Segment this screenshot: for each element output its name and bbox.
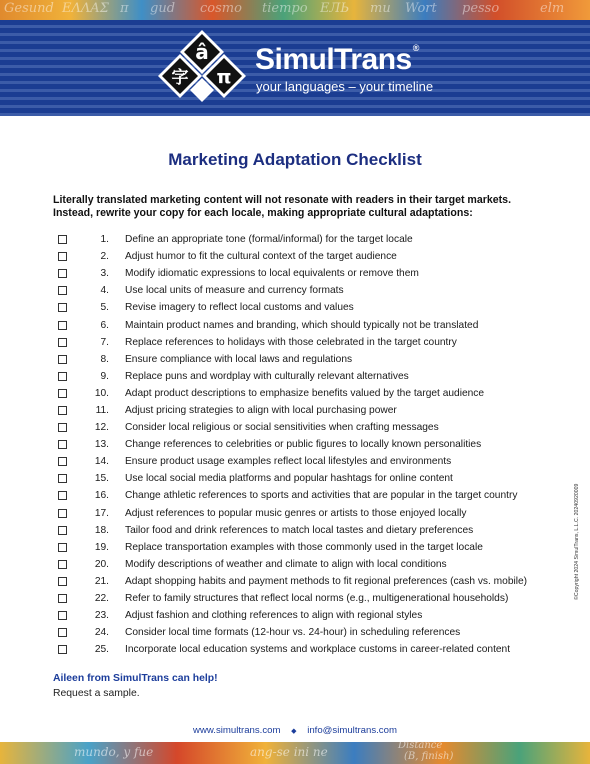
decor-word: gud (150, 1, 176, 16)
item-number: 2. (100, 251, 109, 263)
item-number: 9. (100, 370, 109, 382)
item-number: 15. (94, 473, 109, 485)
decor-word: ΕΛΛΑΣ (62, 1, 109, 16)
checklist-item (58, 573, 578, 590)
item-number: 20. (94, 558, 109, 570)
item-text: Refer to family structures that reflect local norms (e.g., multigenerational households) (125, 593, 509, 605)
checkbox[interactable] (58, 303, 67, 312)
item-text: Modify idiomatic expressions to local equivalents or remove them (125, 268, 419, 280)
item-text: Use local social media platforms and popular hashtags for online content (125, 473, 453, 485)
item-number: 16. (94, 490, 109, 502)
checklist-item (58, 641, 578, 658)
diamond-separator-icon: ◆ (291, 728, 297, 735)
item-text: Define an appropriate tone (formal/informal) for the target locale (125, 234, 413, 246)
checklist-item (58, 539, 578, 556)
help-offer: Aileen from SimulTrans can help! (53, 673, 218, 684)
decor-word: Gesund (4, 1, 54, 16)
decor-word: π (120, 1, 129, 16)
checkbox[interactable] (58, 389, 67, 398)
checklist-item (58, 402, 578, 419)
checkbox[interactable] (58, 560, 67, 569)
item-text: Tailor food and drink references to match local tastes and dietary preferences (125, 524, 474, 536)
item-number: 7. (100, 336, 109, 348)
checkbox[interactable] (58, 321, 67, 330)
item-number: 18. (94, 524, 109, 536)
logo-glyph-a: â (195, 40, 209, 64)
item-number: 25. (94, 644, 109, 656)
checkbox[interactable] (58, 440, 67, 449)
decor-word: (B, finish) (404, 751, 454, 762)
decor-word: mu (370, 1, 391, 16)
checkbox[interactable] (58, 474, 67, 483)
checklist-item (58, 299, 578, 316)
item-number: 8. (100, 353, 109, 365)
checklist-item (58, 334, 578, 351)
decor-word: mundo, y fue (74, 745, 154, 759)
checklist-item (58, 470, 578, 487)
checklist-item (58, 624, 578, 641)
email-link[interactable]: info@simultrans.com (307, 725, 397, 736)
item-text: Use local units of measure and currency formats (125, 285, 344, 297)
item-number: 3. (100, 268, 109, 280)
item-number: 6. (100, 319, 109, 331)
item-text: Adjust fashion and clothing references to align with regional styles (125, 610, 423, 622)
item-text: Change athletic references to sports and activities that are popular in the target country (125, 490, 518, 502)
item-text: Adjust humor to fit the cultural context of the target audience (125, 251, 397, 263)
checklist-item (58, 453, 578, 470)
checklist-item (58, 590, 578, 607)
item-number: 5. (100, 302, 109, 314)
item-number: 24. (94, 627, 109, 639)
item-text: Adapt shopping habits and payment methods to fit regional preferences (cash vs. mobile) (125, 575, 528, 587)
checklist-item (58, 265, 578, 282)
checklist-item (58, 419, 578, 436)
footer-contact (0, 725, 590, 736)
logo-glyph-pi: π (216, 66, 232, 88)
decor-word: elm (540, 1, 565, 16)
checkbox[interactable] (58, 594, 67, 603)
checkbox[interactable] (58, 286, 67, 295)
item-number: 10. (94, 387, 109, 399)
item-text: Modify descriptions of weather and climate to align with local conditions (125, 558, 447, 570)
decor-word: Distance (398, 740, 443, 751)
checkbox[interactable] (58, 338, 67, 347)
brand-name (255, 43, 419, 77)
decorative-top-strip (0, 0, 590, 20)
checkbox[interactable] (58, 355, 67, 364)
checkbox[interactable] (58, 372, 67, 381)
item-text: Replace transportation examples with those commonly used in the target locale (125, 541, 483, 553)
checkbox[interactable] (58, 526, 67, 535)
item-text: Consider local time formats (12-hour vs. 24-hour) in scheduling references (125, 627, 461, 639)
item-text: Ensure product usage examples reflect local lifestyles and environments (125, 456, 452, 468)
registered-mark: ® (412, 43, 419, 53)
checkbox[interactable] (58, 269, 67, 278)
checkbox[interactable] (58, 543, 67, 552)
page-title: Marketing Adaptation Checklist (168, 150, 422, 169)
checkbox[interactable] (58, 423, 67, 432)
item-text: Replace references to holidays with those celebrated in the target country (125, 336, 457, 348)
checklist-item (58, 231, 578, 248)
item-text: Adapt product descriptions to emphasize benefits valued by the target audience (125, 387, 485, 399)
brand-tagline: your languages – your timeline (256, 79, 434, 94)
item-text: Change references to celebrities or public figures to locally known personalities (125, 439, 482, 451)
item-number: 4. (100, 285, 109, 297)
checklist-item (58, 436, 578, 453)
checklist-item (58, 351, 578, 368)
checkbox[interactable] (58, 491, 67, 500)
checklist-item (58, 556, 578, 573)
item-number: 19. (94, 541, 109, 553)
checklist-item (58, 282, 578, 299)
item-text: Adjust references to popular music genres or artists to those enjoyed locally (125, 507, 467, 519)
item-number: 23. (94, 610, 109, 622)
checklist-item (58, 505, 578, 522)
checkbox[interactable] (58, 406, 67, 415)
decor-word: Wort (405, 1, 437, 16)
checkbox[interactable] (58, 577, 67, 586)
item-text: Maintain product names and branding, which should typically not be translated (125, 319, 479, 331)
intro-paragraph: Literally translated marketing content will not resonate with readers in their target markets. Instead, rewrite your copy for each locale, making appropriate cultural adaptations: (53, 194, 512, 219)
copyright-notice: ©Copyright 2024 SimulTrans, L.L.C. 20240920009 (574, 483, 580, 600)
checklist (58, 231, 578, 658)
checkbox[interactable] (58, 645, 67, 654)
logo-glyph-zi: 字 (171, 68, 189, 88)
checkbox[interactable] (58, 457, 67, 466)
item-number: 17. (94, 507, 109, 519)
checkbox[interactable] (58, 509, 67, 518)
checklist-item (58, 316, 578, 333)
item-text: Replace puns and wordplay with culturally relevant alternatives (125, 370, 409, 382)
checkbox[interactable] (58, 235, 67, 244)
decor-word: pesso (462, 1, 500, 16)
item-number: 12. (94, 422, 109, 434)
website-link[interactable]: www.simultrans.com (193, 725, 281, 736)
item-number: 1. (100, 234, 109, 246)
checklist-item (58, 248, 578, 265)
checklist-item (58, 385, 578, 402)
item-text: Consider local religious or social sensitivities when crafting messages (125, 422, 439, 434)
item-number: 22. (94, 593, 109, 605)
decor-word: cosmo (200, 1, 242, 16)
item-number: 11. (95, 404, 109, 416)
brand-name-text: SimulTrans (255, 43, 412, 76)
simultrans-logo (156, 27, 248, 109)
item-text: Adjust pricing strategies to align with local purchasing power (125, 404, 397, 416)
decorative-bottom-strip (0, 742, 590, 764)
checkbox[interactable] (58, 611, 67, 620)
decor-word: tiempo (262, 1, 308, 16)
item-number: 21. (94, 575, 109, 587)
item-text: Ensure compliance with local laws and regulations (125, 353, 353, 365)
checklist-item (58, 607, 578, 624)
decor-word: ang-se ini ne (250, 745, 328, 759)
checkbox[interactable] (58, 252, 67, 261)
request-sample-link[interactable]: Request a sample. (53, 688, 140, 699)
item-number: 14. (94, 456, 109, 468)
checklist-item (58, 522, 578, 539)
checklist-item (58, 368, 578, 385)
checklist-item (58, 487, 578, 504)
decor-word: ЕЛЬ (320, 1, 350, 16)
checkbox[interactable] (58, 628, 67, 637)
item-text: Revise imagery to reflect local customs and values (125, 302, 354, 314)
item-number: 13. (94, 439, 109, 451)
item-text: Incorporate local education systems and workplace customs in career-related content (125, 644, 511, 656)
